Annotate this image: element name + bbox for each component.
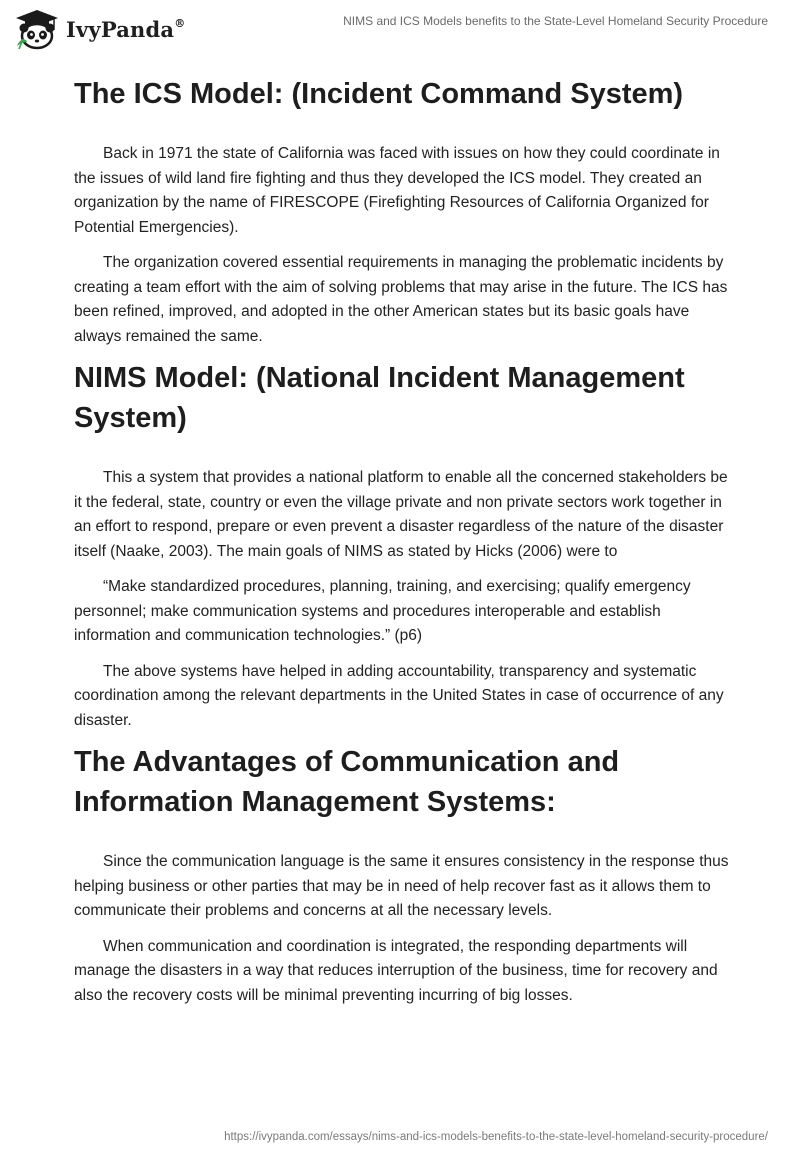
paragraph: The above systems have helped in adding accountability, transparency and systematic coordination among the relevant departments in the United States in case of occurrence of any disaster. [74,662,724,729]
essay-body [74,70,734,1008]
paragraph: Since the communication language is the same it ensures consistency in the response thus helping business or other parties that may be in need of help recover fast as it allows them to communicate their problems and concerns at all the necessary levels. [74,853,729,919]
paragraph: Back in 1971 the state of California was faced with issues on how they could coordinate in the issues of wild land fire fighting and thus they developed the ICS model. They created an organization by the name of FIRESCOPE (Firefighting Resources of California Organized for Potential Emergencies). [74,145,720,236]
paragraph: This a system that provides a national platform to enable all the concerned stakeholders be it the federal, state, country or even the village private and non private sectors work together in an effort to respond, prepare or even prevent a disaster regardless of the nature of the disaster itself (Naake, 2003). The main goals of NIMS as stated by Hicks (2006) were to [74,469,728,560]
source-url-link[interactable]: https://ivypanda.com/essays/nims-and-ics-models-benefits-to-the-state-level-homeland-security-procedure/ [224,1131,768,1143]
paragraph: The organization covered essential requirements in managing the problematic incidents by creating a team effort with the aim of solving problems that may arise in the future. The ICS has been refined, improved, and adopted in the other American states but its basic goals have always remained the same. [74,254,728,345]
document-title: NIMS and ICS Models benefits to the State-Level Homeland Security Procedure [343,14,768,28]
section-heading: The ICS Model: (Incident Command System) [74,78,684,110]
panda-graduate-icon [14,8,60,50]
block-quote: “Make standardized procedures, planning, training, and exercising; qualify emergency personnel; make communication systems and procedures interoperable and establish information and communication technologies.” (p6) [74,578,691,644]
page-header [0,0,800,64]
brand-name: IvyPanda® [66,16,186,42]
paragraph: When communication and coordination is integrated, the responding departments will manage the disasters in a way that reduces interruption of the business, time for recovery and also the recovery costs will be minimal preventing incurring of big losses. [74,937,718,1004]
section-heading: The Advantages of Communication and Information Management Systems: [74,746,620,818]
ivypanda-logo[interactable] [14,8,185,50]
section-heading: NIMS Model: (National Incident Management System) [74,362,685,434]
